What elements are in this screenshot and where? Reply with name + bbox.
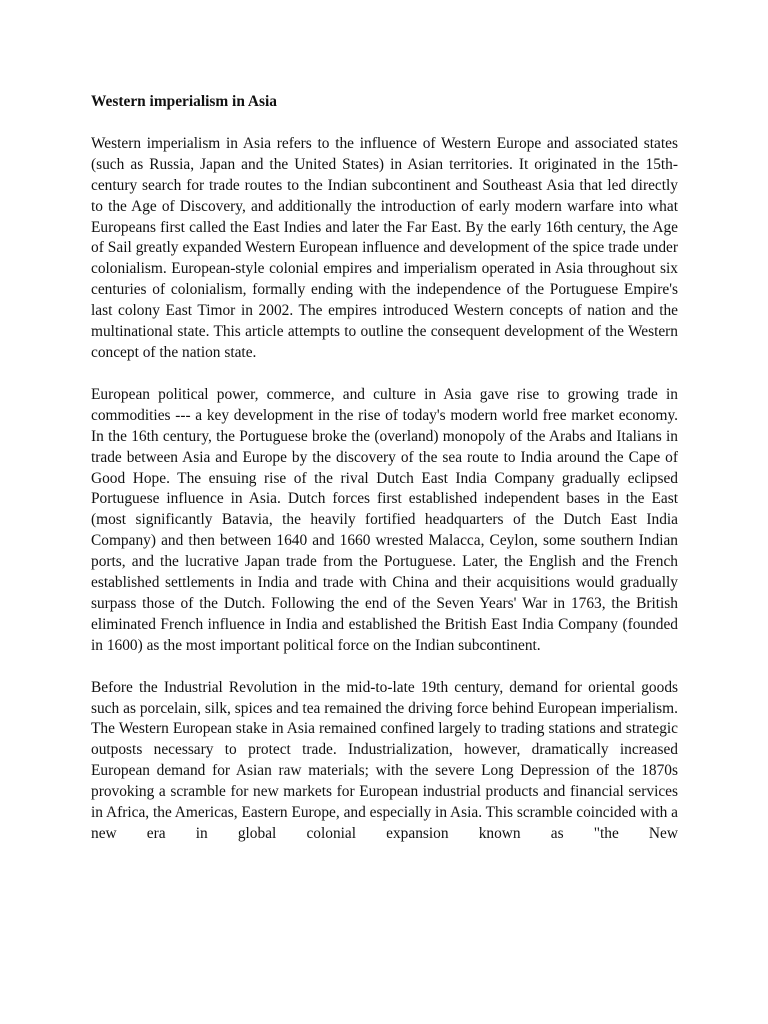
paragraph-1: Western imperialism in Asia refers to the influence of Western Europe and associated states (such as Russia, Japan and the United States) in Asian territories. It originated in the 15th-century search for trade routes to the Indian subcontinent and Southeast Asia that led directly to the Age of Discovery, and additionally the introduction of early modern warfare into what Europeans first called the East Indies and later the Far East. By the early 16th century, the Age of Sail greatly expanded Western European influence and development of the spice trade under colonialism. European-style colonial empires and imperialism operated in Asia throughout six centuries of colonialism, formally ending with the independence of the Portuguese Empire's last colony East Timor in 2002. The empires introduced Western concepts of nation and the multinational state. This article attempts to outline the consequent development of the Western concept of the nation state. [91,134,678,361]
paragraph-3: Before the Industrial Revolution in the mid-to-late 19th century, demand for oriental goods such as porcelain, silk, spices and tea remained the driving force behind European imperialism. The Western European stake in Asia remained confined largely to trading stations and strategic outposts necessary to protect trade. Industrialization, however, dramatically increased European demand for Asian raw materials; with the severe Long Depression of the 1870s provoking a scramble for new markets for European industrial products and financial services in Africa, the Americas, Eastern Europe, and especially in Asia. This scramble coincided with a new era in global colonial expansion known as "the New [91,678,678,842]
document-page [91,92,678,845]
document-title: Western imperialism in Asia [91,93,277,110]
paragraph-2: European political power, commerce, and culture in Asia gave rise to growing trade in commodities --- a key development in the rise of today's modern world free market economy. In the 16th century, the Portuguese broke the (overland) monopoly of the Arabs and Italians in trade between Asia and Europe by the discovery of the sea route to India around the Cape of Good Hope. The ensuing rise of the rival Dutch East India Company gradually eclipsed Portuguese influence in Asia. Dutch forces first established independent bases in the East (most significantly Batavia, the heavily fortified headquarters of the Dutch East India Company) and then between 1640 and 1660 wrested Malacca, Ceylon, some southern Indian ports, and the lucrative Japan trade from the Portuguese. Later, the English and the French established settlements in India and trade with China and their acquisitions would gradually surpass those of the Dutch. Following the end of the Seven Years' War in 1763, the British eliminated French influence in India and established the British East India Company (founded in 1600) as the most important political force on the Indian subcontinent. [91,385,678,654]
